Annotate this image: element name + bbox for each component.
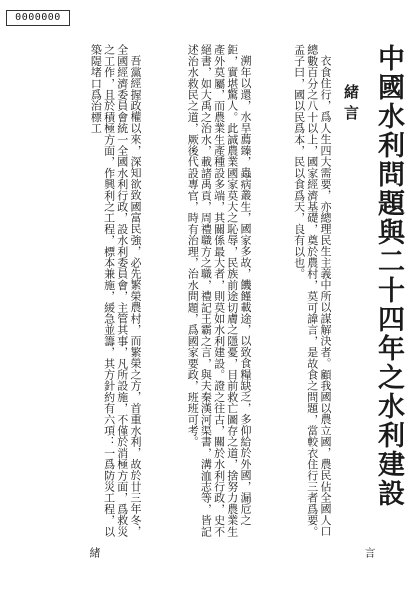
- document-title: 中國水利問題與二十四年之水利建設: [373, 44, 404, 508]
- paragraph: 吾黨經握政權以來，深知欲致國富民強，必先繁榮農村，而繁榮之方，首重水利，故於廿三年冬，全國經濟委員會統一全國水利行政，設水利委員會，主管其事，凡所設施，不僅於消極方面，爲救災之工作，且於積極方面，作興利之工程，標本兼施，緩急並籌，其方針約有六項：一爲防災工程，以築隄堵口爲治標工: [89, 44, 142, 537]
- document-page: [34, 44, 404, 544]
- section-heading: 緒言: [342, 84, 360, 126]
- paragraph: 溯年以還，水旱薦臻，蟲病叢生，國家多故，饑饉載途，以致食糧缺乏，多仰給於外國，漏卮之鉅，實堪驚人。此誠農業國家莫大之恥辱，民族前途切膚之隱憂，目前救亡圖存之道，捨努力農業生產外莫屬，而農業生產種設多端，其關係最大者，則莫如水利建設。證之往古，關於水利行政，史不絕書，如大禹之治水，載諸禹貢，周禮職方之職，禮記王霸之言，與夫秦漢河渠書，溝洫志等，皆記述治水救民之道，厥後代設專官，時有治理，治水問題，爲國家要政，班班可考。: [186, 44, 252, 537]
- stamp-label: 0000000: [6, 10, 70, 26]
- paragraph: 衣食住行，爲人生四大需要，亦總理民生主義中所以謀解決者。顧我國以農立國，農民佔全國人口總數百分之八十以上，國家經濟基礎，奠於農村，莫可諱言，是故食之問題，當較衣住行三者爲要。孟子曰，國以民爲本，民以食爲天，良有以也。: [292, 44, 332, 537]
- body-text: [52, 44, 332, 544]
- footer-label-left: 緒: [88, 547, 101, 568]
- footer-label-right: 言: [363, 547, 376, 568]
